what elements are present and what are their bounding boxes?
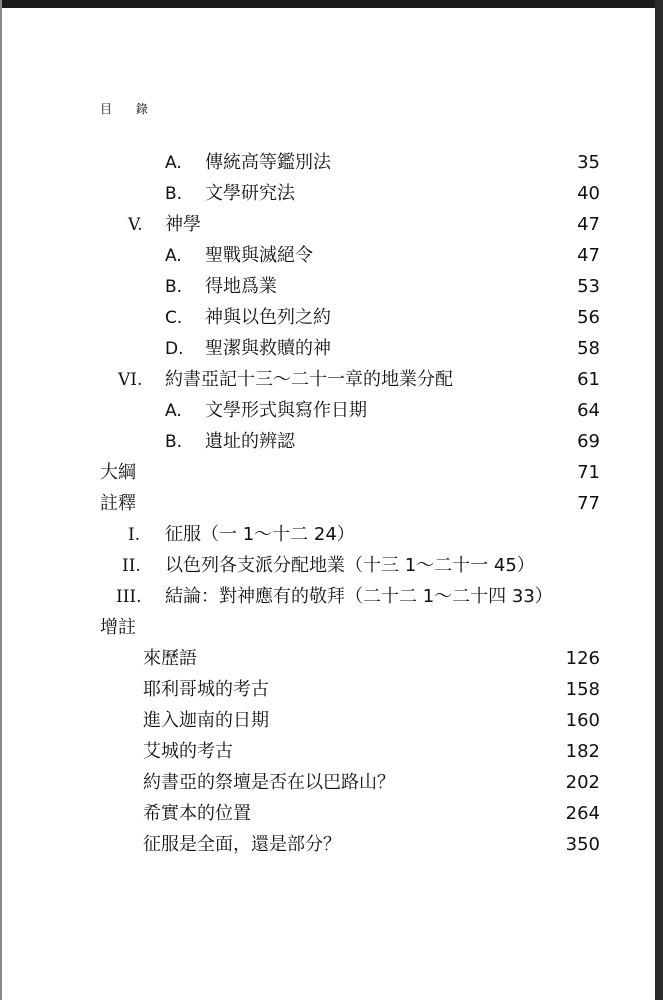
toc-entry (0, 457, 663, 489)
toc-entry (0, 147, 663, 179)
entry-marker: B. (165, 432, 183, 452)
entry-title: 來歷語 (143, 648, 197, 669)
scan-border-top (0, 0, 663, 8)
entry-page: 69 (577, 431, 600, 452)
entry-page: 71 (577, 462, 600, 483)
toc-entry (0, 364, 663, 396)
toc-entry (0, 271, 663, 303)
entry-marker: I. (128, 525, 141, 545)
entry-page: 47 (577, 214, 600, 235)
toc-entry (0, 550, 663, 582)
entry-title: 征服（一 1～十二 24） (165, 524, 355, 545)
page-header: 目 錄 (100, 102, 158, 116)
entry-title: 大綱 (100, 462, 136, 483)
toc-entry (0, 829, 663, 861)
toc-entry (0, 426, 663, 458)
entry-page: 264 (565, 803, 600, 824)
entry-title: 以色列各支派分配地業（十三 1～二十一 45） (165, 555, 535, 576)
entry-marker: V. (128, 215, 143, 235)
entry-title: 增註 (100, 617, 136, 638)
entry-page: 182 (565, 741, 600, 762)
entry-page: 47 (577, 245, 600, 266)
toc-entry (0, 736, 663, 768)
toc-entry (0, 240, 663, 272)
entry-title: 結論：對神應有的敬拜（二十二 1～二十四 33） (165, 586, 553, 607)
toc-entry (0, 488, 663, 520)
entry-title: 艾城的考古 (143, 741, 233, 762)
entry-marker: C. (165, 308, 183, 328)
entry-marker: II. (122, 556, 141, 576)
entry-page: 350 (565, 834, 600, 855)
toc-entry (0, 178, 663, 210)
entry-title: 聖潔與救贖的神 (205, 338, 331, 359)
toc-entry (0, 674, 663, 706)
entry-title: 註釋 (100, 493, 136, 514)
toc-entry (0, 767, 663, 799)
entry-page: 158 (565, 679, 600, 700)
entry-title: 約書亞的祭壇是否在以巴路山？ (143, 772, 395, 793)
entry-page: 64 (577, 400, 600, 421)
entry-marker: III. (116, 587, 142, 607)
entry-page: 160 (565, 710, 600, 731)
toc-entry (0, 643, 663, 675)
entry-title: 傳統高等鑑別法 (205, 152, 331, 173)
entry-title: 聖戰與滅絕令 (205, 245, 313, 266)
entry-page: 61 (577, 369, 600, 390)
entry-marker: A. (165, 246, 182, 266)
entry-page: 56 (577, 307, 600, 328)
entry-title: 耶利哥城的考古 (143, 679, 269, 700)
entry-title: 征服是全面，還是部分？ (143, 834, 341, 855)
entry-marker: D. (165, 339, 184, 359)
toc-entry (0, 302, 663, 334)
toc-entry (0, 519, 663, 551)
toc-entry (0, 612, 663, 644)
entry-page: 77 (577, 493, 600, 514)
entry-marker: B. (165, 277, 183, 297)
entry-page: 126 (565, 648, 600, 669)
entry-title: 文學形式與寫作日期 (205, 400, 367, 421)
toc-entry (0, 209, 663, 241)
toc-entry (0, 798, 663, 830)
entry-page: 202 (565, 772, 600, 793)
entry-marker: B. (165, 184, 183, 204)
entry-page: 58 (577, 338, 600, 359)
entry-marker: A. (165, 153, 182, 173)
toc-entry (0, 705, 663, 737)
entry-title: 希實本的位置 (143, 803, 251, 824)
entry-title: 文學研究法 (205, 183, 295, 204)
entry-page: 53 (577, 276, 600, 297)
entry-marker: A. (165, 401, 182, 421)
toc-entry (0, 333, 663, 365)
entry-title: 神學 (165, 214, 201, 235)
entry-page: 35 (577, 152, 600, 173)
entry-title: 神與以色列之約 (205, 307, 331, 328)
entry-title: 遺址的辨認 (205, 431, 295, 452)
entry-title: 得地爲業 (205, 276, 277, 297)
entry-marker: VI. (118, 370, 143, 390)
toc-entry (0, 395, 663, 427)
entry-title: 約書亞記十三～二十一章的地業分配 (165, 369, 453, 390)
entry-page: 40 (577, 183, 600, 204)
entry-title: 進入迦南的日期 (143, 710, 269, 731)
toc-entry (0, 581, 663, 613)
